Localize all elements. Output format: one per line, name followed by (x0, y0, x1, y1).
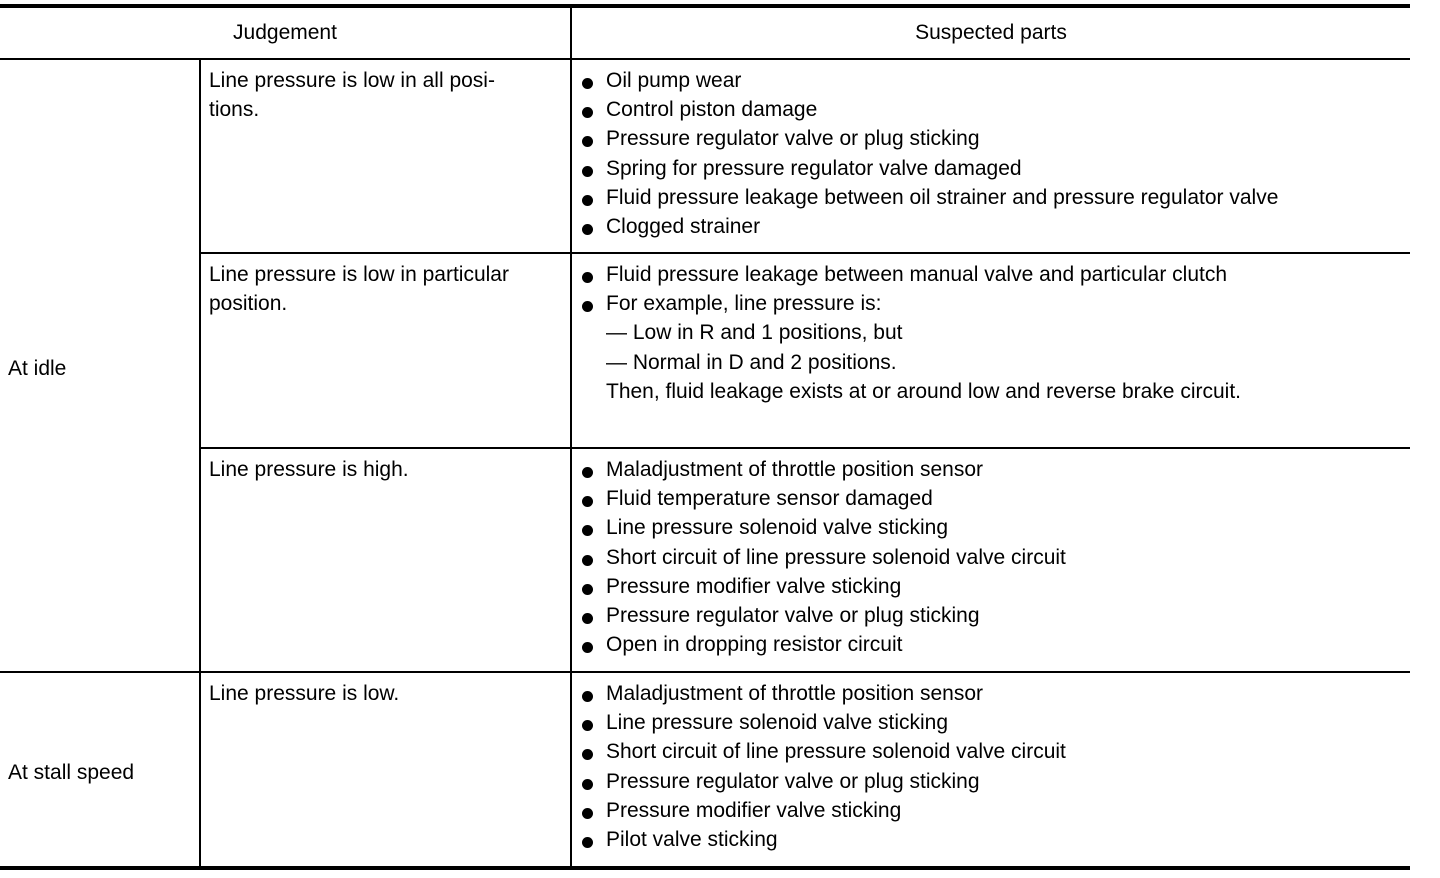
suspected-parts-list (580, 66, 1402, 241)
judgement-cell (200, 672, 571, 868)
list-item: Fluid pressure leakage between manual valve and particular clutch (580, 260, 1402, 289)
suspected-parts-cell (571, 59, 1410, 253)
list-item: Line pressure solenoid valve sticking (580, 708, 1402, 737)
header-judgement: Judgement (0, 6, 571, 59)
list-item: Line pressure solenoid valve sticking (580, 513, 1402, 542)
list-item: Short circuit of line pressure solenoid valve circuit (580, 737, 1402, 766)
list-item: Pilot valve sticking (580, 825, 1402, 854)
table-row (0, 448, 1410, 672)
suspected-parts-cell (571, 253, 1410, 448)
judgement-text: Line pressure is low in particular position. (209, 263, 509, 316)
list-item: For example, line pressure is: (580, 289, 1402, 318)
condition-at-stall-speed: At stall speed (0, 672, 200, 868)
diagnosis-table (0, 4, 1410, 870)
list-sub-item: Then, fluid leakage exists at or around low and reverse brake circuit. (606, 379, 1241, 403)
list-item: Short circuit of line pressure solenoid valve circuit (580, 543, 1402, 572)
suspected-parts-list (580, 260, 1402, 406)
table-row (0, 59, 1410, 253)
header-suspected-parts: Suspected parts (571, 6, 1410, 59)
list-item: Pressure regulator valve or plug sticking (580, 601, 1402, 630)
judgement-cell (200, 59, 571, 253)
list-item: Pressure regulator valve or plug sticking (580, 124, 1402, 153)
judgement-cell (200, 253, 571, 448)
list-sub-item: — Normal in D and 2 positions. (606, 350, 897, 374)
list-item: Maladjustment of throttle position sensor (580, 679, 1402, 708)
list-sub-item: — Low in R and 1 positions, but (606, 321, 903, 345)
judgement-text: Line pressure is low. (209, 682, 400, 705)
list-item: Pressure modifier valve sticking (580, 572, 1402, 601)
header-row (0, 6, 1410, 59)
list-item: Fluid pressure leakage between oil strainer and pressure regulator valve (580, 183, 1402, 212)
judgement-text: Line pressure is high. (209, 458, 409, 481)
condition-at-idle: At idle (0, 59, 200, 672)
suspected-parts-cell (571, 672, 1410, 868)
suspected-parts-list (580, 679, 1402, 854)
list-item: Pressure modifier valve sticking (580, 796, 1402, 825)
suspected-parts-list (580, 455, 1402, 659)
table-row (0, 672, 1410, 868)
suspected-parts-cell (571, 448, 1410, 672)
list-item: Control piston damage (580, 95, 1402, 124)
list-item: Oil pump wear (580, 66, 1402, 95)
list-item: Fluid temperature sensor damaged (580, 484, 1402, 513)
judgement-cell (200, 448, 571, 672)
list-item: Clogged strainer (580, 212, 1402, 241)
judgement-text: Line pressure is low in all posi- tions. (209, 69, 495, 122)
list-item: Maladjustment of throttle position sensor (580, 455, 1402, 484)
table-row (0, 253, 1410, 448)
list-item: Spring for pressure regulator valve damaged (580, 154, 1402, 183)
list-item: Open in dropping resistor circuit (580, 630, 1402, 659)
list-item: Pressure regulator valve or plug sticking (580, 767, 1402, 796)
